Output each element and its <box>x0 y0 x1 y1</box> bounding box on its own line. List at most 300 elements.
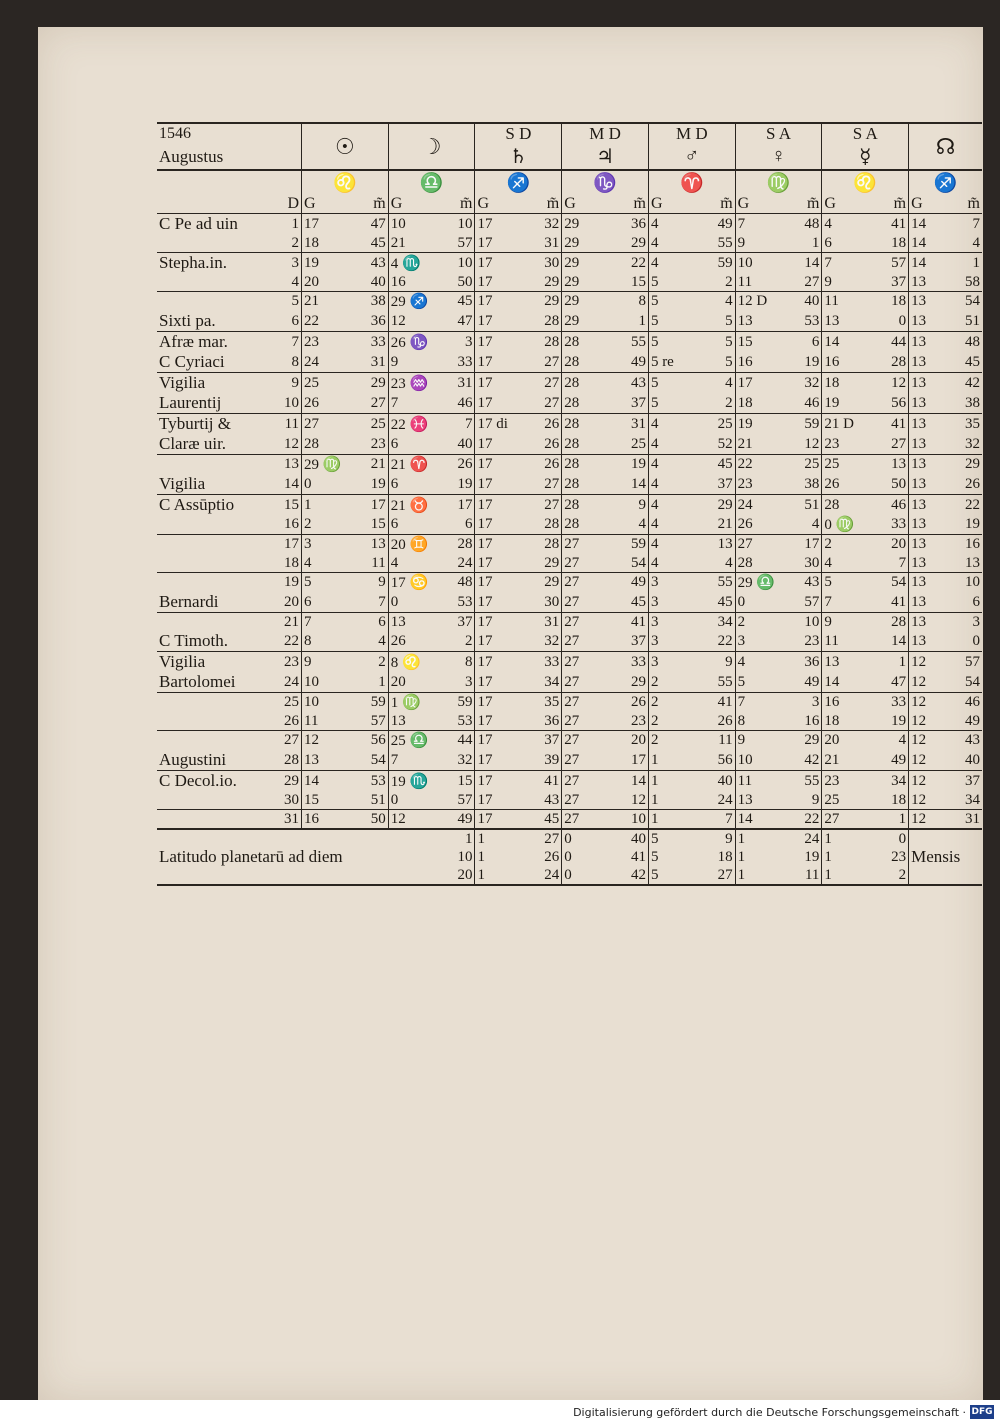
moon-minutes: 7 <box>464 415 473 432</box>
degree-header: G <box>648 195 691 214</box>
day-number: 14 <box>284 475 300 492</box>
table-row <box>157 352 982 373</box>
table-row <box>157 455 982 475</box>
node-sign: ♐ <box>909 170 982 195</box>
ven-latitude-degrees: 1 <box>735 866 778 885</box>
mer-minutes: 4 <box>898 732 907 748</box>
moon-degrees: 8 ♌ <box>388 652 431 673</box>
mar-minutes: 5 <box>725 312 733 329</box>
node-degrees: 13 <box>909 515 952 535</box>
ven-minutes: 40 <box>804 293 820 309</box>
mer-degrees: 4 <box>822 554 865 573</box>
sat-minutes: 27 <box>544 353 560 370</box>
sun-minutes: 38 <box>370 293 386 309</box>
table-row <box>157 495 982 516</box>
mar-degrees: 5 <box>648 373 691 394</box>
mar-degrees: 1 <box>648 750 691 771</box>
day-number: 21 <box>284 613 300 630</box>
moon-minutes: 53 <box>457 593 473 610</box>
jupiter-symbol: ♃ <box>562 144 649 170</box>
day-number: 4 <box>291 273 300 290</box>
mar-minutes: 5 <box>725 353 733 370</box>
node-degrees: 13 <box>909 631 952 652</box>
mer-degrees: 16 <box>822 693 865 713</box>
sun-degrees: 17 <box>302 214 345 235</box>
sun-minutes: 53 <box>370 772 386 789</box>
sun-minutes: 36 <box>370 312 386 329</box>
sat-degrees: 17 <box>475 573 518 593</box>
ven-latitude-degrees: 1 <box>735 829 778 848</box>
ven-minutes: 53 <box>804 312 820 329</box>
sun-minutes: 25 <box>370 415 386 432</box>
mar-degrees: 5 <box>648 332 691 353</box>
ven-degrees: 26 <box>735 515 778 535</box>
jup-degrees: 28 <box>562 373 605 394</box>
jup-minutes: 19 <box>630 456 646 472</box>
mar-minutes: 4 <box>725 293 733 309</box>
jup-minutes: 59 <box>630 536 646 552</box>
sun-degrees: 27 <box>302 414 345 435</box>
moon-minutes: 49 <box>457 810 473 827</box>
jup-degrees: 29 <box>562 253 605 274</box>
degree-header: G <box>475 195 518 214</box>
mer-minutes: 18 <box>891 293 907 309</box>
mer-degrees: 26 <box>822 474 865 495</box>
moon-minutes: 32 <box>457 751 473 768</box>
mars-symbol: ♂ <box>648 144 735 170</box>
ven-degrees: 28 <box>735 554 778 573</box>
jup-minutes: 9 <box>638 496 646 513</box>
node-minutes: 32 <box>965 435 980 452</box>
sat-minutes: 26 <box>544 435 560 452</box>
ven-degrees: 0 <box>735 592 778 613</box>
mer-minutes: 7 <box>898 554 907 571</box>
feast-label <box>157 554 279 573</box>
latitude-day: 20 <box>457 866 473 883</box>
feast-label: Afræ mar. <box>159 332 228 351</box>
table-row <box>157 253 982 274</box>
mar-minutes: 29 <box>717 496 733 513</box>
sat-minutes: 41 <box>544 772 560 789</box>
sat-degrees: 17 <box>475 672 518 693</box>
latitude-day: 10 <box>457 848 473 865</box>
sat-degrees: 17 <box>475 535 518 555</box>
jup-minutes: 45 <box>630 593 646 610</box>
sat-degrees: 17 <box>475 273 518 292</box>
mar-minutes: 5 <box>725 333 733 350</box>
sun-symbol: ☉ <box>302 123 389 170</box>
mar-minutes: 40 <box>717 772 733 789</box>
table-row <box>157 592 982 613</box>
jup-minutes: 55 <box>630 333 646 350</box>
day-number: 29 <box>284 772 300 789</box>
jup-minutes: 20 <box>630 732 646 748</box>
node-degrees: 12 <box>909 791 952 810</box>
jup-degrees: 29 <box>562 234 605 253</box>
node-minutes: 16 <box>965 536 980 552</box>
mar-latitude-degrees: 5 <box>648 829 691 848</box>
venus-sign: ♍ <box>735 170 822 195</box>
moon-minutes: 19 <box>457 475 473 492</box>
ven-degrees: 23 <box>735 474 778 495</box>
mer-degrees: 7 <box>822 592 865 613</box>
moon-degrees: 6 <box>388 434 431 455</box>
mar-degrees: 3 <box>648 592 691 613</box>
node-minutes: 7 <box>972 215 980 232</box>
feast-label: C Pe ad uin <box>159 214 238 233</box>
mar-minutes: 37 <box>717 475 733 492</box>
mar-minutes: 11 <box>718 732 733 748</box>
moon-degrees: 26 ♑ <box>388 332 431 353</box>
mer-minutes: 1 <box>898 653 907 670</box>
moon-degrees: 20 ♊ <box>388 535 431 555</box>
node-minutes: 13 <box>965 554 980 571</box>
moon-degrees: 0 <box>388 592 431 613</box>
feast-label <box>157 234 279 253</box>
day-number: 24 <box>284 673 300 690</box>
feast-label <box>157 273 279 292</box>
mar-degrees: 5 <box>648 393 691 414</box>
table-row <box>157 434 982 455</box>
node-degrees: 12 <box>909 731 952 751</box>
sun-degrees: 26 <box>302 393 345 414</box>
sun-minutes: 56 <box>370 732 386 748</box>
node-degrees: 13 <box>909 393 952 414</box>
feast-label <box>157 292 279 312</box>
ven-degrees: 21 <box>735 434 778 455</box>
mer-degrees: 4 <box>822 214 865 235</box>
ven-degrees: 19 <box>735 414 778 435</box>
jup-minutes: 17 <box>630 751 646 768</box>
ven-minutes: 42 <box>804 751 820 768</box>
moon-minutes: 37 <box>457 613 473 630</box>
ven-minutes: 49 <box>804 673 820 690</box>
node-minutes: 57 <box>965 653 980 670</box>
mer-minutes: 28 <box>891 613 907 630</box>
jup-degrees: 27 <box>562 771 605 792</box>
moon-minutes: 50 <box>457 273 473 290</box>
year-label: 1546 <box>159 125 191 142</box>
mer-degrees: 14 <box>822 332 865 353</box>
footer-credit: Digitalisierung gefördert durch die Deutsche Forschungsgemeinschaft · <box>573 1406 966 1419</box>
mar-degrees: 4 <box>648 234 691 253</box>
mar-latitude-degrees: 5 <box>648 866 691 885</box>
sun-degrees: 28 <box>302 434 345 455</box>
table-row <box>157 292 982 312</box>
jup-minutes: 14 <box>630 475 646 492</box>
mer-degrees: 28 <box>822 495 865 516</box>
node-minutes: 45 <box>965 353 980 370</box>
moon-degrees: 12 <box>388 810 431 830</box>
sun-degrees: 22 <box>302 311 345 332</box>
sat-degrees: 17 <box>475 554 518 573</box>
venus-symbol: ♀ <box>735 144 822 170</box>
mer-degrees: 5 <box>822 573 865 593</box>
mar-minutes: 24 <box>717 791 733 808</box>
sat-minutes: 43 <box>544 791 560 808</box>
mar-latitude-minutes: 27 <box>717 866 733 883</box>
table-row <box>157 311 982 332</box>
degree-header: G <box>388 195 431 214</box>
jup-degrees: 27 <box>562 652 605 673</box>
mer-degrees: 25 <box>822 455 865 475</box>
feast-label: Vigilia <box>159 373 206 392</box>
mer-minutes: 20 <box>891 536 907 552</box>
sat-minutes: 26 <box>544 456 560 472</box>
mar-minutes: 34 <box>717 613 733 630</box>
mer-minutes: 34 <box>891 772 907 789</box>
moon-degrees: 17 ♋ <box>388 573 431 593</box>
sun-minutes: 40 <box>370 273 386 290</box>
node-minutes: 31 <box>965 810 980 827</box>
mercury-motion: S A <box>822 123 909 144</box>
mar-degrees: 2 <box>648 672 691 693</box>
mer-degrees: 13 <box>822 311 865 332</box>
sun-degrees: 18 <box>302 234 345 253</box>
feast-label <box>157 613 279 632</box>
sat-degrees: 17 <box>475 455 518 475</box>
sun-degrees: 19 <box>302 253 345 274</box>
minute-header: m̃ <box>633 195 646 212</box>
mer-latitude-degrees: 1 <box>822 866 865 885</box>
mar-degrees: 5 <box>648 311 691 332</box>
moon-minutes: 57 <box>457 791 473 808</box>
table-row <box>157 712 982 731</box>
mer-minutes: 41 <box>891 415 907 432</box>
mer-minutes: 50 <box>891 475 907 492</box>
jup-minutes: 10 <box>630 810 646 827</box>
feast-label: C Timoth. <box>159 631 228 650</box>
sat-degrees: 17 di <box>475 414 518 435</box>
day-number: 26 <box>284 712 300 729</box>
moon-minutes: 26 <box>457 456 473 472</box>
sat-minutes: 29 <box>544 293 560 309</box>
sat-degrees: 17 <box>475 311 518 332</box>
ven-degrees: 8 <box>735 712 778 731</box>
jup-minutes: 54 <box>630 554 646 571</box>
node-minutes: 35 <box>965 415 980 432</box>
sun-minutes: 6 <box>378 613 386 630</box>
mar-minutes: 2 <box>725 273 733 290</box>
node-degrees: 12 <box>909 652 952 673</box>
mar-minutes: 56 <box>717 751 733 768</box>
feast-label <box>157 712 279 731</box>
degree-header: G <box>909 195 952 214</box>
table-row <box>157 554 982 573</box>
day-number: 5 <box>291 293 300 309</box>
node-minutes: 4 <box>972 234 980 251</box>
jup-minutes: 26 <box>630 694 646 710</box>
sun-minutes: 57 <box>370 712 386 729</box>
ven-degrees: 13 <box>735 311 778 332</box>
ven-minutes: 46 <box>804 394 820 411</box>
mar-minutes: 25 <box>717 415 733 432</box>
node-minutes: 49 <box>965 712 980 729</box>
mar-minutes: 4 <box>725 554 733 571</box>
mar-degrees: 4 <box>648 455 691 475</box>
jup-degrees: 28 <box>562 414 605 435</box>
node-degrees: 13 <box>909 332 952 353</box>
node-minutes: 37 <box>965 772 980 789</box>
ven-degrees: 7 <box>735 693 778 713</box>
ven-minutes: 51 <box>804 496 820 513</box>
sun-minutes: 51 <box>370 791 386 808</box>
moon-minutes: 48 <box>457 574 473 590</box>
jup-degrees: 27 <box>562 573 605 593</box>
ven-minutes: 25 <box>804 456 820 472</box>
jup-minutes: 33 <box>630 653 646 670</box>
moon-degrees: 13 <box>388 712 431 731</box>
sun-minutes: 19 <box>370 475 386 492</box>
sun-minutes: 7 <box>378 593 386 610</box>
feast-label <box>157 535 279 555</box>
footer-bar <box>0 1400 1000 1426</box>
moon-degrees: 19 ♏ <box>388 771 431 792</box>
jup-minutes: 14 <box>630 772 646 789</box>
jup-minutes: 31 <box>630 415 646 432</box>
sat-minutes: 39 <box>544 751 560 768</box>
mar-degrees: 4 <box>648 515 691 535</box>
node-minutes: 19 <box>965 516 980 532</box>
day-number: 15 <box>284 496 300 513</box>
mar-degrees: 5 <box>648 292 691 312</box>
minute-header: m̃ <box>967 195 980 212</box>
mar-degrees: 2 <box>648 731 691 751</box>
ven-minutes: 59 <box>804 415 820 432</box>
day-number: 1 <box>291 215 300 232</box>
mar-latitude-minutes: 9 <box>725 830 733 847</box>
ven-minutes: 57 <box>804 593 820 610</box>
jup-minutes: 25 <box>630 435 646 452</box>
minute-header: m̃ <box>460 195 473 212</box>
sun-sign: ♌ <box>302 170 389 195</box>
moon-minutes: 47 <box>457 312 473 329</box>
day-number: 23 <box>284 653 300 670</box>
sat-minutes: 34 <box>544 673 560 690</box>
ven-latitude-minutes: 11 <box>804 866 820 883</box>
mar-minutes: 2 <box>725 394 733 411</box>
ven-minutes: 48 <box>804 215 820 232</box>
jup-degrees: 27 <box>562 731 605 751</box>
jup-degrees: 27 <box>562 693 605 713</box>
node-degrees: 13 <box>909 455 952 475</box>
jup-degrees: 28 <box>562 455 605 475</box>
day-number: 17 <box>284 536 300 552</box>
sat-minutes: 29 <box>544 273 560 290</box>
minute-header: m̃ <box>720 195 733 212</box>
table-row <box>157 573 982 593</box>
node-minutes: 48 <box>965 333 980 350</box>
feast-label <box>157 810 279 830</box>
feast-label: Tyburtij & <box>159 414 232 433</box>
ven-degrees: 12 D <box>735 292 778 312</box>
mar-degrees: 4 <box>648 554 691 573</box>
moon-minutes: 33 <box>457 353 473 370</box>
node-degrees: 14 <box>909 234 952 253</box>
feast-label <box>157 731 279 751</box>
sat-degrees: 17 <box>475 750 518 771</box>
degree-header: G <box>822 195 865 214</box>
table-row <box>157 414 982 435</box>
table-row <box>157 332 982 353</box>
feast-label: Vigilia <box>159 474 206 493</box>
table-row <box>157 631 982 652</box>
mer-degrees: 16 <box>822 352 865 373</box>
mars-sign: ♈ <box>648 170 735 195</box>
jup-degrees: 28 <box>562 393 605 414</box>
sat-degrees: 17 <box>475 631 518 652</box>
moon-sign: ♎ <box>388 170 475 195</box>
sat-minutes: 36 <box>544 712 560 729</box>
jup-degrees: 29 <box>562 214 605 235</box>
node-symbol: ☊ <box>909 123 982 170</box>
ephemeris-table <box>157 122 982 886</box>
sat-minutes: 31 <box>544 234 560 251</box>
sat-minutes: 26 <box>544 415 560 432</box>
venus-motion: S A <box>735 123 822 144</box>
sat-minutes: 28 <box>544 333 560 350</box>
feast-label: Claræ uir. <box>159 434 227 453</box>
jup-degrees: 27 <box>562 535 605 555</box>
mer-latitude-degrees: 1 <box>822 848 865 866</box>
node-minutes: 10 <box>965 574 980 590</box>
mar-minutes: 52 <box>717 435 733 452</box>
mer-minutes: 41 <box>891 215 907 232</box>
node-degrees: 13 <box>909 554 952 573</box>
ven-degrees: 14 <box>735 810 778 830</box>
feast-label: Laurentij <box>159 393 222 412</box>
mar-minutes: 41 <box>717 694 733 710</box>
feast-label: Vigilia <box>159 652 206 671</box>
moon-degrees: 16 <box>388 273 431 292</box>
ven-degrees: 9 <box>735 234 778 253</box>
feast-label: Sixti pa. <box>159 311 216 330</box>
sun-minutes: 9 <box>378 574 386 590</box>
day-number: 7 <box>291 333 300 350</box>
node-minutes: 42 <box>965 374 980 391</box>
sat-minutes: 37 <box>544 732 560 748</box>
feast-label: C Decol.io. <box>159 771 237 790</box>
ven-degrees: 11 <box>735 771 778 792</box>
table-row <box>157 810 982 830</box>
node-degrees: 13 <box>909 573 952 593</box>
mer-latitude-minutes: 23 <box>891 848 907 865</box>
day-number: 18 <box>284 554 300 571</box>
node-minutes: 22 <box>965 496 980 513</box>
ven-latitude-degrees: 1 <box>735 848 778 866</box>
sun-degrees: 29 ♍ <box>302 455 345 475</box>
ven-degrees: 27 <box>735 535 778 555</box>
sun-minutes: 33 <box>370 333 386 350</box>
ven-degrees: 3 <box>735 631 778 652</box>
sun-degrees: 23 <box>302 332 345 353</box>
mer-degrees: 20 <box>822 731 865 751</box>
node-degrees: 13 <box>909 352 952 373</box>
jup-latitude-minutes: 41 <box>630 848 646 865</box>
jup-minutes: 12 <box>630 791 646 808</box>
mar-minutes: 59 <box>717 254 733 271</box>
ven-minutes: 38 <box>804 475 820 492</box>
ven-degrees: 2 <box>735 613 778 632</box>
sat-minutes: 27 <box>544 374 560 391</box>
mar-degrees: 4 <box>648 214 691 235</box>
ven-minutes: 9 <box>811 791 820 808</box>
table-row <box>157 474 982 495</box>
mer-minutes: 14 <box>891 632 907 649</box>
sun-degrees: 21 <box>302 292 345 312</box>
jup-minutes: 8 <box>638 293 646 309</box>
jup-degrees: 27 <box>562 592 605 613</box>
